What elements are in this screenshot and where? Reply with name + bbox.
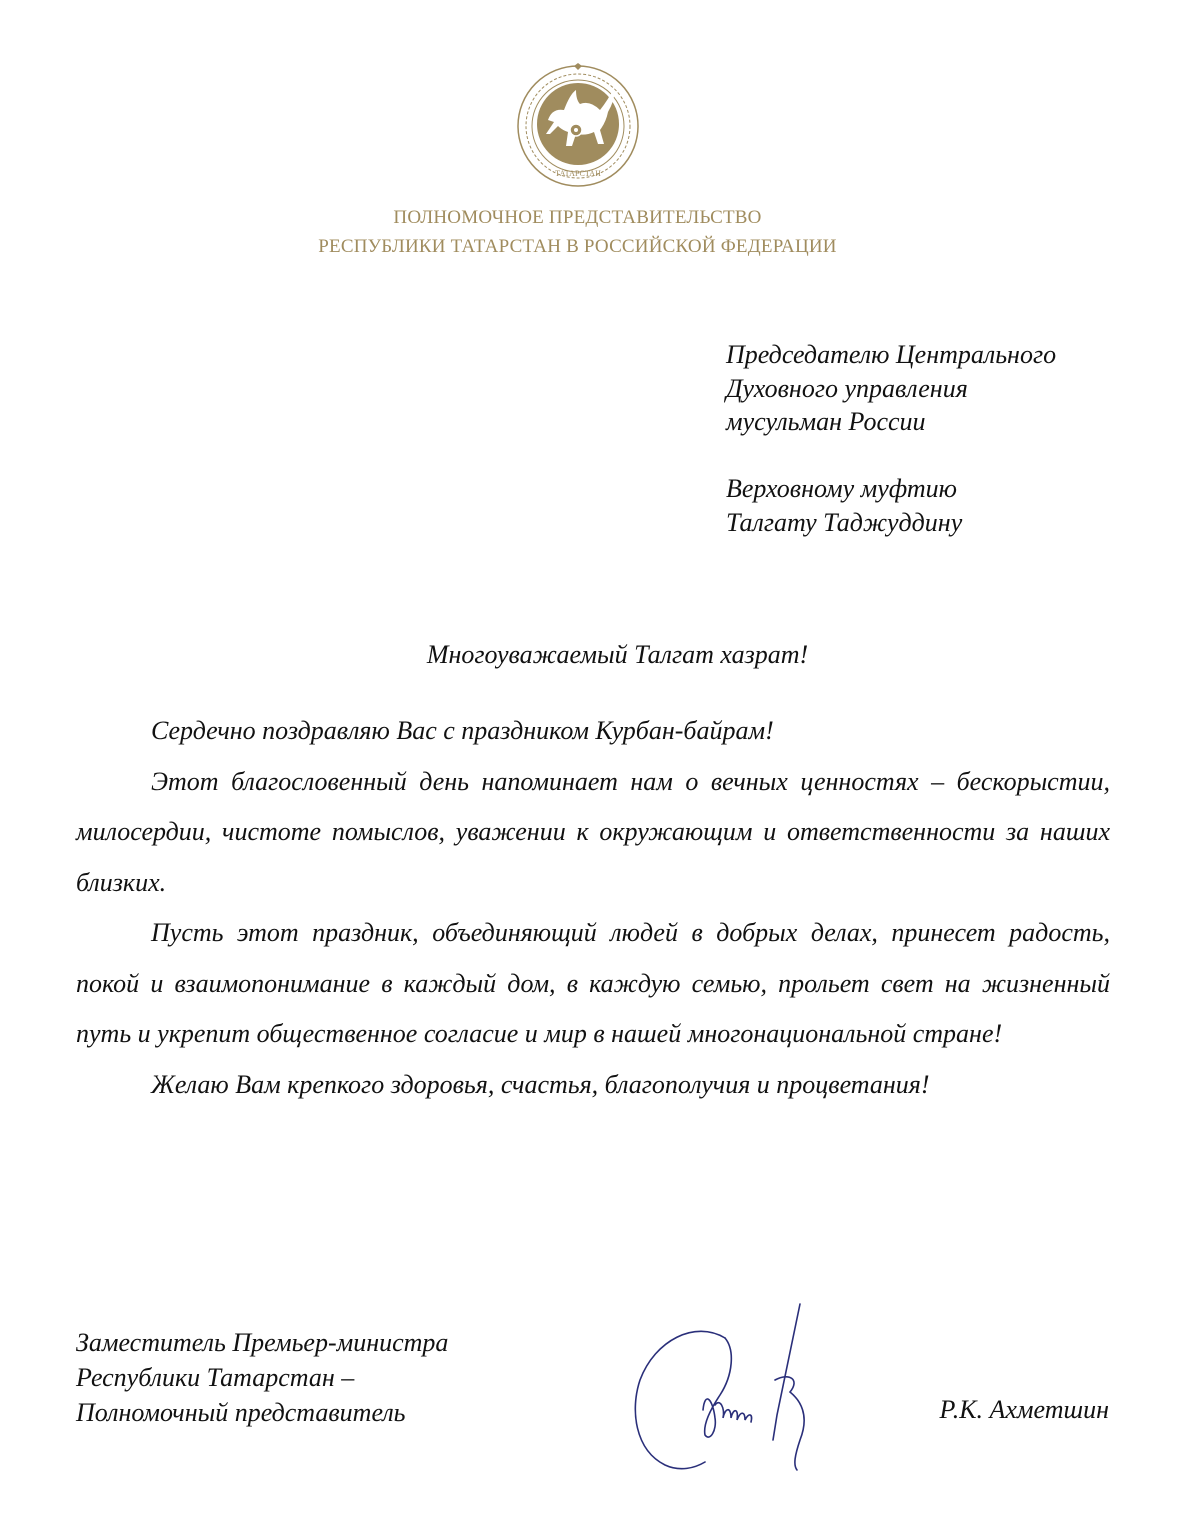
addressee-spacer xyxy=(726,439,1056,473)
paragraph-closing: Желаю Вам крепкого здоровья, счастья, благополучия и процветания! xyxy=(151,1069,930,1099)
organization-name-line-2: РЕСПУБЛИКИ ТАТАРСТАН В РОССИЙСКОЙ ФЕДЕРАЦИИ xyxy=(318,236,837,257)
addressee-line: Председателю Центрального xyxy=(726,340,1057,369)
signatory-title-line: Заместитель Премьер-министра xyxy=(76,1328,449,1357)
addressee-line: Духовного управления xyxy=(726,373,968,403)
addressee-line: Верховному муфтию xyxy=(726,474,957,503)
signatory-title xyxy=(76,1325,448,1430)
addressee-line: Талгату Таджуддину xyxy=(726,507,963,537)
organization-name-line-1: ПОЛНОМОЧНОЕ ПРЕДСТАВИТЕЛЬСТВО xyxy=(393,207,762,228)
addressee-block xyxy=(726,338,1056,539)
signatory-title-line: Республики Татарстан – xyxy=(76,1363,355,1392)
addressee-line: мусульман России xyxy=(726,407,926,436)
paragraph-values: Этот благословенный день напоминает нам о вечных ценностях – бескорыстии, милосердии, чистоте помыслов, уважении к окружающим и ответственности за наших близких. xyxy=(76,766,1110,897)
signer-name: Р.К. Ахметшин xyxy=(939,1395,1109,1424)
emblem-caption: ТАТАРСТАН xyxy=(555,169,601,178)
salutation: Многоуважаемый Талгат хазрат! xyxy=(426,640,809,669)
letter-body xyxy=(76,706,1110,1110)
paragraph-greeting: Сердечно поздравляю Вас с праздником Курбан-байрам! xyxy=(151,716,774,745)
handwritten-signature-icon xyxy=(625,1300,840,1480)
paragraph-wishes: Пусть этот праздник, объединяющий людей в добрых делах, принесет радость, покой и взаимопонимание в каждый дом, в каждую семью, прольет свет на жизненный путь и укрепит общественное согласие и мир в нашей многонациональной стране! xyxy=(76,918,1110,1048)
signatory-title-line: Полномочный представитель xyxy=(76,1398,406,1427)
tatarstan-coat-of-arms-icon xyxy=(514,62,642,190)
